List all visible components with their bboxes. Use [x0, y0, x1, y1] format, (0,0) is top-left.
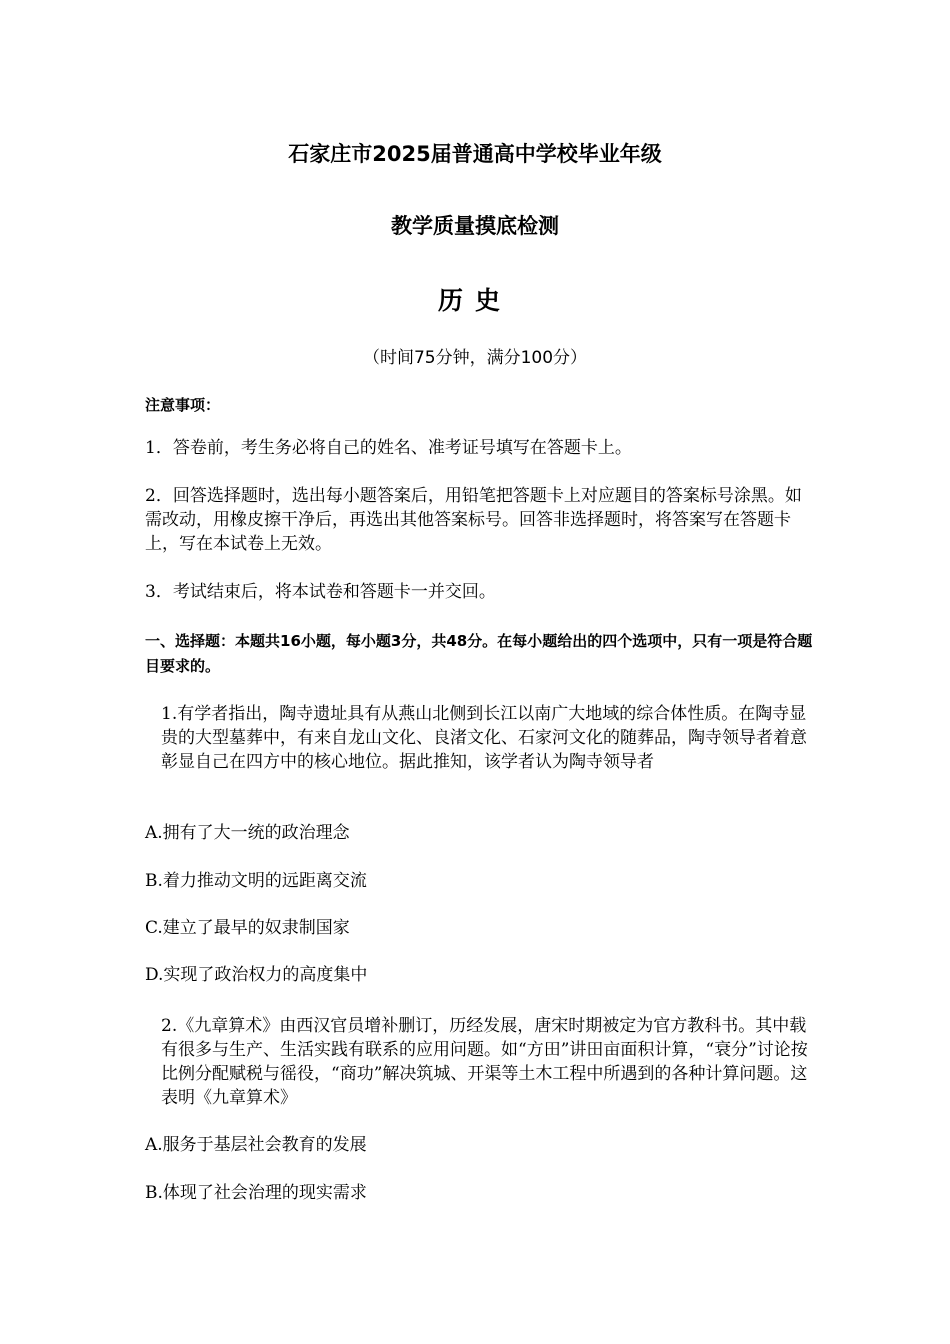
exam-title-line2: 教学质量摸底检测: [391, 214, 559, 238]
question-1-option-a: A.拥有了大一统的政治理念: [145, 823, 350, 843]
notice-item-3: 3．考试结束后，将本试卷和答题卡一并交回。: [145, 582, 496, 602]
question-2-option-b: B.体现了社会治理的现实需求: [145, 1183, 367, 1203]
subject-title: 历史: [437, 286, 512, 315]
notice-heading: 注意事项：: [145, 396, 221, 414]
time-note: （时间75分钟，满分100分）: [362, 348, 588, 368]
notice-item-1: 1．答卷前，考生务必将自己的姓名、准考证号填写在答题卡上。: [145, 438, 632, 458]
question-2-stem: 2.《九章算术》由西汉官员增补删订，历经发展，唐宋时期被定为官方教科书。其中载有很多与生产、生活实践有联系的应用问题。如“方田”讲田亩面积计算，“衰分”讨论按比例分配赋税与徭役，“商功”解决筑城、开渠等土木工程中所遇到的各种计算问题。这表明《九章算术》: [161, 1016, 808, 1108]
section-heading: 一、选择题：本题共16小题，每小题3分，共48分。在每小题给出的四个选项中，只有一项是符合题目要求的。: [145, 632, 813, 675]
question-1-option-b: B.着力推动文明的远距离交流: [145, 871, 367, 891]
question-1-option-d: D.实现了政治权力的高度集中: [145, 965, 368, 985]
question-1-stem: 1.有学者指出，陶寺遗址具有从燕山北侧到长江以南广大地域的综合体性质。在陶寺显贵的大型墓葬中，有来自龙山文化、良渚文化、石家河文化的随葬品，陶寺领导者着意彰显自己在四方中的核心地位。据此推知，该学者认为陶寺领导者: [161, 704, 807, 772]
question-2-option-a: A.服务于基层社会教育的发展: [145, 1135, 367, 1155]
notice-item-2: 2．回答选择题时，选出每小题答案后，用铅笔把答题卡上对应题目的答案标号涂黑。如需改动，用橡皮擦干净后，再选出其他答案标号。回答非选择题时，将答案写在答题卡上，写在本试卷上无效。: [145, 486, 802, 554]
question-1-option-c: C.建立了最早的奴隶制国家: [145, 918, 350, 938]
exam-title-line1: 石家庄市2025届普通高中学校毕业年级: [288, 142, 662, 166]
